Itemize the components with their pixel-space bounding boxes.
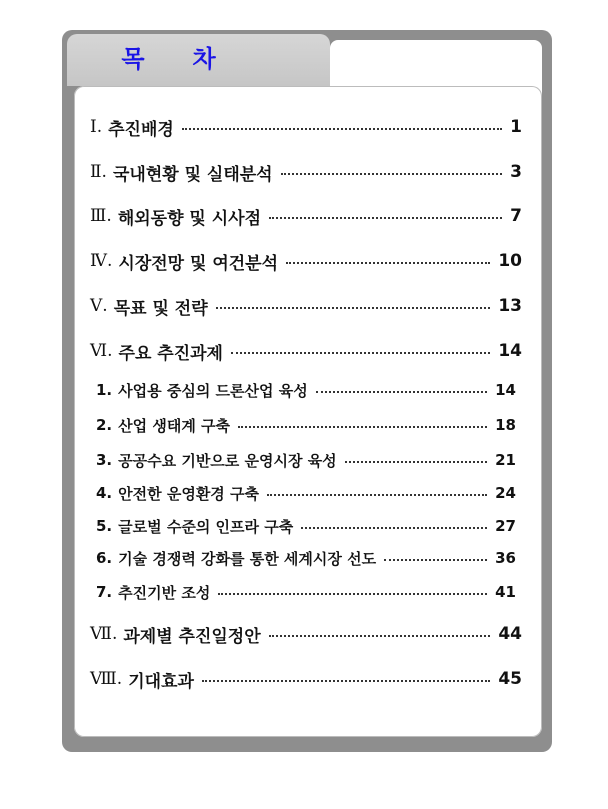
leader-dots	[182, 128, 502, 130]
leader-dots	[202, 680, 490, 682]
toc-entry-2[interactable]	[90, 159, 522, 185]
entry-page: 3	[510, 162, 522, 182]
leader-dots	[269, 635, 491, 637]
toc-entry-7[interactable]	[90, 621, 522, 647]
entry-number: Ⅰ.	[90, 117, 103, 137]
entry-page: 10	[498, 251, 522, 271]
entry-number: Ⅵ.	[90, 341, 113, 361]
subentry-page: 18	[495, 416, 516, 434]
leader-dots	[384, 559, 487, 561]
leader-dots	[301, 527, 487, 529]
leader-dots	[269, 217, 502, 219]
leader-dots	[231, 352, 490, 354]
entry-number: Ⅲ.	[90, 206, 112, 226]
subentry-number: 6.	[96, 549, 113, 567]
toc-subentry-1[interactable]	[96, 379, 516, 401]
subentry-page: 27	[495, 517, 516, 535]
leader-dots	[267, 494, 487, 496]
entry-label: 주요 추진과제	[118, 343, 223, 364]
subentry-page: 41	[495, 583, 516, 601]
leader-dots	[286, 262, 490, 264]
subentry-page: 14	[495, 381, 516, 399]
subentry-number: 5.	[96, 517, 113, 535]
subentry-label: 산업 생태계 구축	[118, 416, 231, 435]
toc-subentry-7[interactable]	[96, 581, 516, 603]
leader-dots	[218, 593, 487, 595]
subentry-label: 글로벌 수준의 인프라 구축	[118, 517, 294, 536]
title-part1: 목	[121, 44, 147, 73]
entry-page: 14	[498, 341, 522, 361]
leader-dots	[238, 426, 487, 428]
leader-dots	[281, 173, 503, 175]
subentry-page: 24	[495, 484, 516, 502]
toc-subentry-4[interactable]	[96, 482, 516, 504]
leader-dots	[216, 307, 491, 309]
leader-dots	[316, 391, 487, 393]
leader-dots	[345, 461, 487, 463]
subentry-number: 2.	[96, 416, 113, 434]
entry-label: 해외동향 및 시사점	[117, 208, 262, 229]
entry-number: Ⅱ.	[90, 162, 107, 182]
subentry-number: 4.	[96, 484, 113, 502]
entry-page: 13	[498, 296, 522, 316]
toc-subentry-6[interactable]	[96, 547, 516, 569]
subentry-label: 추진기반 조성	[118, 583, 211, 602]
entry-label: 기대효과	[128, 671, 194, 692]
subentry-label: 사업용 중심의 드론산업 육성	[118, 381, 308, 400]
entry-page: 45	[498, 669, 522, 689]
entry-page: 1	[510, 117, 522, 137]
subentry-number: 7.	[96, 583, 113, 601]
toc-entry-1[interactable]	[90, 114, 522, 140]
toc-subentry-5[interactable]	[96, 515, 516, 537]
subentry-label: 기술 경쟁력 강화를 통한 세계시장 선도	[118, 549, 377, 568]
subentry-number: 3.	[96, 451, 113, 469]
entry-label: 국내현황 및 실태분석	[112, 164, 273, 185]
subentry-page: 21	[495, 451, 516, 469]
toc-subentry-3[interactable]	[96, 449, 516, 471]
toc-subentry-2[interactable]	[96, 414, 516, 436]
subentry-number: 1.	[96, 381, 113, 399]
toc-entry-6[interactable]	[90, 338, 522, 364]
entry-number: Ⅷ.	[90, 669, 123, 689]
entry-number: Ⅶ.	[90, 624, 118, 644]
entry-number: Ⅳ.	[90, 251, 113, 271]
entry-number: Ⅴ.	[90, 296, 108, 316]
toc-title	[67, 36, 272, 76]
toc-entry-4[interactable]	[90, 248, 522, 274]
subentry-label: 안전한 운영환경 구축	[118, 484, 259, 503]
toc-entry-8[interactable]	[90, 666, 522, 692]
toc-entry-3[interactable]	[90, 203, 522, 229]
subentry-label: 공공수요 기반으로 운영시장 육성	[118, 451, 337, 470]
entry-label: 과제별 추진일정안	[123, 626, 261, 647]
entry-label: 추진배경	[108, 119, 174, 140]
entry-page: 7	[510, 206, 522, 226]
entry-label: 목표 및 전략	[113, 298, 208, 319]
title-part2: 차	[192, 44, 218, 73]
toc-entry-5[interactable]	[90, 293, 522, 319]
entry-page: 44	[498, 624, 522, 644]
subentry-page: 36	[495, 549, 516, 567]
entry-label: 시장전망 및 여건분석	[118, 253, 279, 274]
